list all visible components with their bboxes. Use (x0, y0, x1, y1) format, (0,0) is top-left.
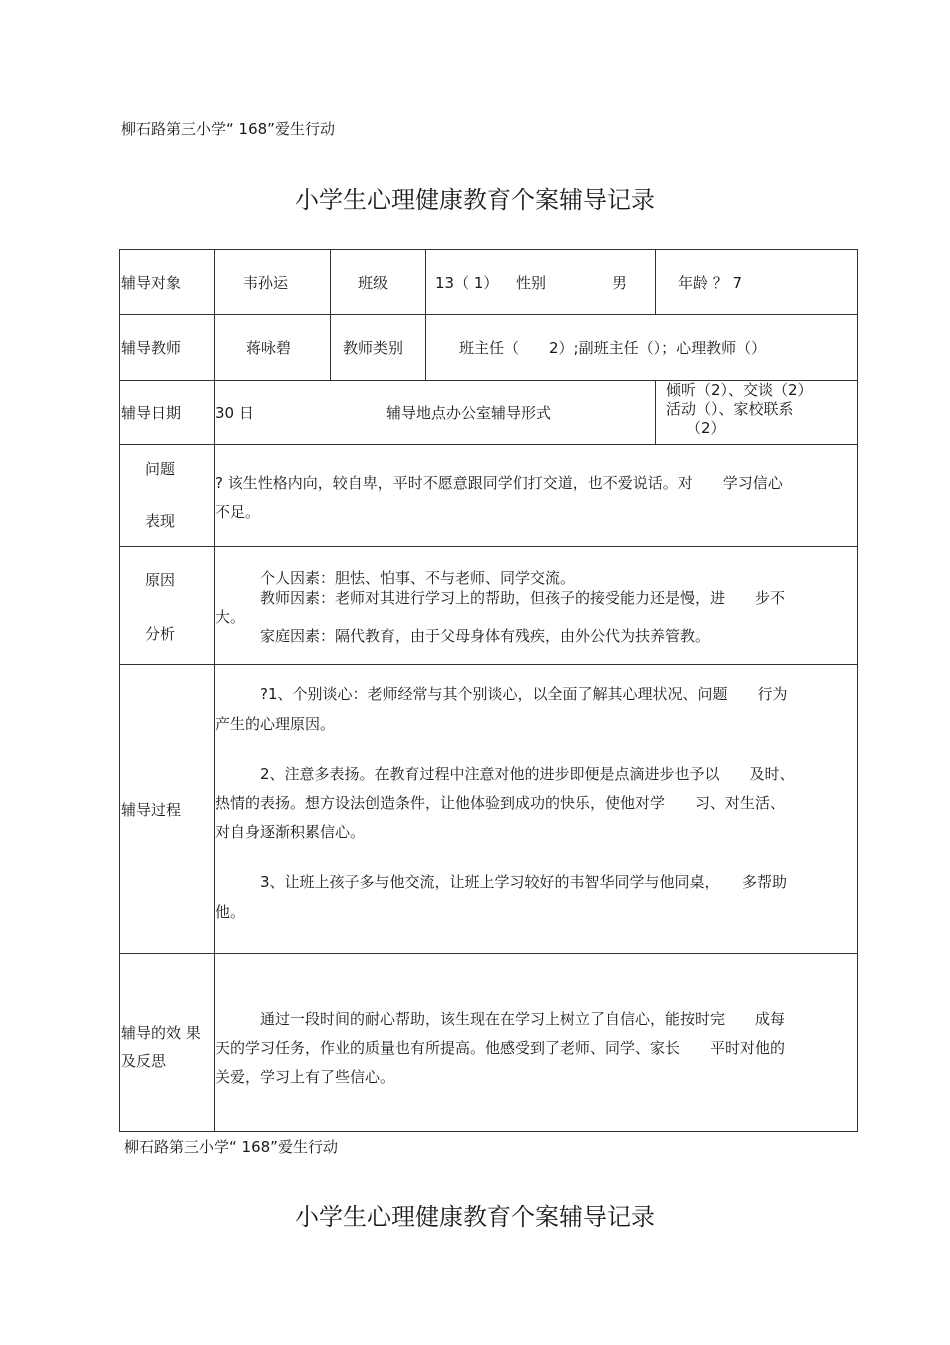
effect-line-2: 天的学习任务，作业的质量也有所提高。他感受到了老师、同学、家长 平时对他的 (215, 1039, 786, 1057)
cause-family: 家庭因素：隔代教育，由于父母身体有残疾，由外公代为扶养管教。 (260, 627, 711, 645)
place-value: 辅导地点办公室辅导形式 (386, 404, 552, 422)
form-line-2: 活动（）、家校联系 (666, 400, 794, 418)
process-p3-line-1: 3、让班上孩子多与他交流，让班上学习较好的韦智华同学与他同桌， 多帮助 (260, 873, 788, 891)
school-header: 柳石路第三小学“ 168”爱生行动 (121, 120, 335, 138)
age-value: 年龄 ？ 7 (678, 274, 743, 292)
process-p2-line-1: 2、注意多表扬。在教育过程中注意对他的进步即便是点滴进步也予以 及时、 (260, 765, 795, 783)
row-date (120, 381, 858, 445)
student-name: 韦孙运 (243, 274, 289, 292)
label-teacher: 辅导教师 (121, 339, 182, 357)
process-p1-line-2: 产生的心理原因。 (215, 715, 336, 733)
page-title: 小学生心理健康教育个案辅导记录 (295, 186, 655, 214)
page-title-2: 小学生心理健康教育个案辅导记录 (295, 1203, 655, 1231)
problem-line-1: ? 该生性格内向，较自卑，平时不愿意跟同学们打交道，也不爱说话。对 学习信心 (215, 474, 783, 492)
cause-personal: 个人因素：胆怯、怕事、不与老师、同学交流。 (260, 569, 576, 587)
label-student: 辅导对象 (121, 274, 182, 292)
date-value: 30 日 (215, 404, 254, 422)
label-cause-1: 原因 (145, 571, 176, 589)
label-date: 辅导日期 (121, 404, 182, 422)
label-problem-1: 问题 (145, 460, 176, 478)
class-value: 13（ 1） (435, 274, 499, 292)
label-gender: 性别 (516, 274, 547, 292)
gender-value: 男 (612, 274, 628, 292)
row-problem (120, 445, 858, 547)
row-teacher (120, 315, 858, 381)
cause-teacher-1: 教师因素：老师对其进行学习上的帮助，但孩子的接受能力还是慢，进 步不 (260, 589, 786, 607)
problem-line-2: 不足。 (215, 503, 261, 521)
form-line-3: （2） (686, 419, 726, 437)
process-p2-line-2: 热情的表扬。想方设法创造条件，让他体验到成功的快乐，使他对学 习、对生活、 (215, 794, 786, 812)
label-teacher-type: 教师类别 (343, 339, 404, 357)
label-effect-2: 及反思 (121, 1052, 167, 1070)
teacher-name: 蒋咏碧 (246, 339, 292, 357)
row-process (120, 665, 858, 954)
record-table (119, 249, 858, 1132)
form-line-1: 倾听（2）、交谈（2） (666, 381, 813, 399)
effect-line-3: 关爱，学习上有了些信心。 (215, 1068, 396, 1086)
teacher-type-value: 班主任（ 2）;副班主任（）；心理教师（） (459, 339, 767, 357)
label-problem-2: 表现 (145, 512, 176, 530)
label-cause-2: 分析 (145, 625, 176, 643)
cause-teacher-2: 大。 (215, 608, 246, 626)
row-effect (120, 954, 858, 1132)
school-header-2: 柳石路第三小学“ 168”爱生行动 (124, 1138, 338, 1156)
label-process: 辅导过程 (121, 801, 182, 819)
effect-line-1: 通过一段时间的耐心帮助，该生现在在学习上树立了自信心，能按时完 成每 (260, 1010, 786, 1028)
label-effect-1: 辅导的效 果 (121, 1024, 201, 1042)
process-p3-line-2: 他。 (215, 903, 246, 921)
process-p1-line-1: ?1、个别谈心：老师经常与其个别谈心，以全面了解其心理状况、问题 行为 (260, 685, 788, 703)
process-p2-line-3: 对自身逐渐积累信心。 (215, 823, 366, 841)
row-cause (120, 547, 858, 665)
label-class: 班级 (358, 274, 389, 292)
row-student (120, 250, 858, 315)
